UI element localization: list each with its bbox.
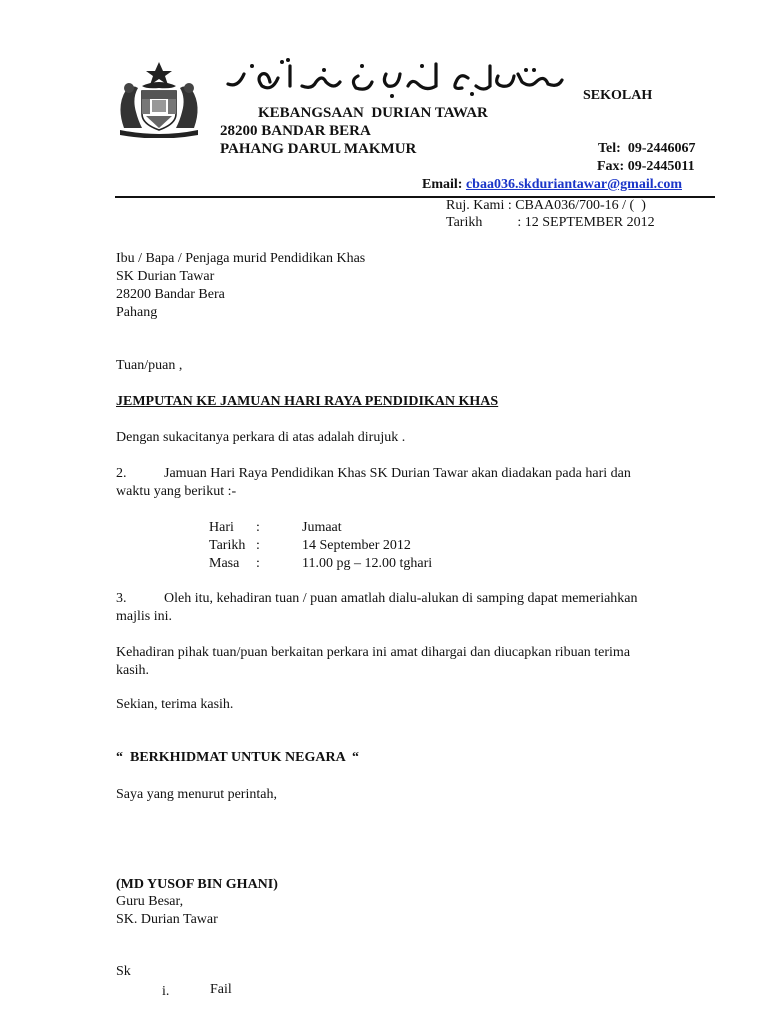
paragraph-2-number: 2. <box>116 466 127 481</box>
detail-separator: : <box>256 538 260 553</box>
intro-paragraph: Dengan sukacitanya perkara di atas adalah dirujuk . <box>116 430 406 445</box>
telephone: Tel: 09-2446067 <box>598 141 696 156</box>
letterhead-sekolah: SEKOLAH <box>583 88 653 103</box>
recipient-line: 28200 Bandar Bera <box>116 287 225 302</box>
paragraph-2-line: Jamuan Hari Raya Pendidikan Khas SK Durian Tawar akan diadakan pada hari dan <box>164 466 631 481</box>
detail-masa-label: Masa <box>209 556 240 571</box>
detail-hari-value: Jumaat <box>302 520 342 535</box>
detail-hari-label: Hari <box>209 520 234 535</box>
email-link[interactable]: cbaa036.skduriantawar@gmail.com <box>465 177 682 192</box>
recipient-line: Pahang <box>116 305 158 320</box>
detail-tarikh-label: Tarikh <box>209 538 246 553</box>
malaysia-coat-of-arms-icon <box>112 58 206 138</box>
school-name: KEBANGSAAN DURIAN TAWAR <box>258 105 488 121</box>
recipient-line: Ibu / Bapa / Penjaga murid Pendidikan Khas <box>116 251 366 266</box>
detail-separator: : <box>256 556 260 571</box>
paragraph-3-line: Oleh itu, kehadiran tuan / puan amatlah dialu-alukan di samping dapat memeriahkan <box>164 591 638 606</box>
reference-date <box>446 215 655 231</box>
cc-item-text: Fail <box>210 982 232 997</box>
address-line-1: 28200 BANDAR BERA <box>220 123 371 139</box>
detail-masa-value: 11.00 pg – 12.00 tghari <box>302 556 433 571</box>
signatory-school: SK. Durian Tawar <box>116 912 218 927</box>
detail-tarikh-value: 14 September 2012 <box>302 538 411 553</box>
recipient-line: SK Durian Tawar <box>116 269 215 284</box>
paragraph-4-line: kasih. <box>116 663 150 678</box>
letter-subject: JEMPUTAN KE JAMUAN HARI RAYA PENDIDIKAN KHAS <box>116 394 499 409</box>
cc-label: Sk <box>116 964 131 979</box>
email-row <box>422 177 682 193</box>
reference-date-label: Tarikh <box>446 215 483 230</box>
salutation: Tuan/puan , <box>116 358 183 373</box>
paragraph-3-line: majlis ini. <box>116 609 172 624</box>
signatory-name: (MD YUSOF BIN GHANI) <box>116 877 278 892</box>
order-line: Saya yang menurut perintah, <box>116 787 277 802</box>
reference-date-value: : 12 SEPTEMBER 2012 <box>517 215 655 230</box>
paragraph-2-line: waktu yang berikut :- <box>116 484 237 499</box>
address-line-2: PAHANG DARUL MAKMUR <box>220 141 417 157</box>
closing-line: Sekian, terima kasih. <box>116 697 234 712</box>
reference-number: Ruj. Kami : CBAA036/700-16 / ( ) <box>446 198 646 213</box>
cc-item-number: i. <box>162 984 170 999</box>
motto: “ BERKHIDMAT UNTUK NEGARA “ <box>116 750 359 765</box>
paragraph-4-line: Kehadiran pihak tuan/puan berkaitan perkara ini amat dihargai dan diucapkan ribuan terima <box>116 645 631 660</box>
jawi-school-name-logotype <box>222 52 574 102</box>
signatory-title: Guru Besar, <box>116 894 184 909</box>
paragraph-3-number: 3. <box>116 591 127 606</box>
email-label: Email: <box>422 177 463 192</box>
fax: Fax: 09-2445011 <box>597 159 695 174</box>
detail-separator: : <box>256 520 260 535</box>
